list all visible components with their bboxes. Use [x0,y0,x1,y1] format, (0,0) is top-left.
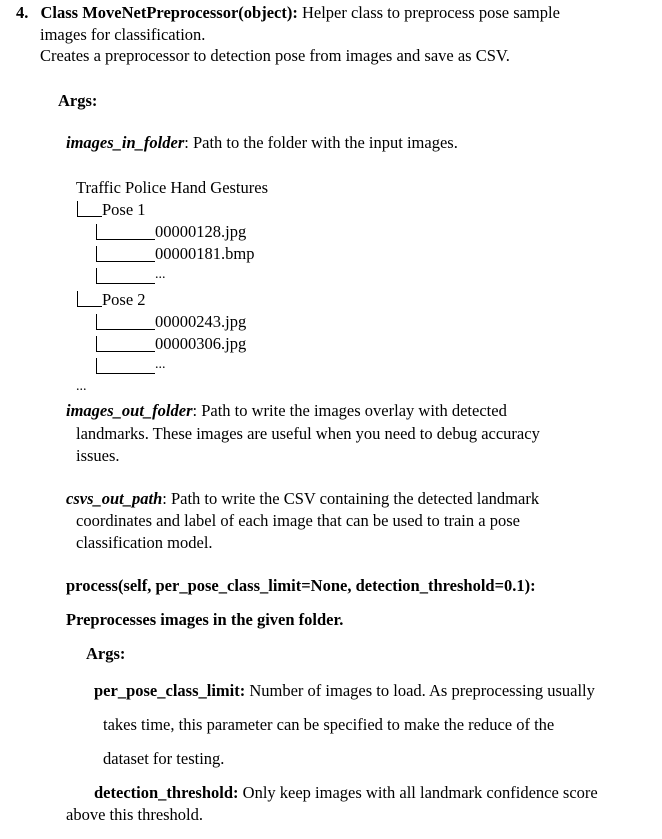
class-title: Class MoveNetPreprocessor(object): [40,3,298,22]
per-pose-class-limit-desc: Number of images to load. As preprocessing usually [245,681,595,700]
tree-branch-line [97,314,155,330]
per-pose-class-limit-desc-line2: takes time, this parameter can be specified to make the reduce of the [103,715,555,734]
tree-ellipsis: ... [76,379,87,394]
per-pose-class-limit-desc-line3: dataset for testing. [103,749,225,768]
process-signature: process(self, per_pose_class_limit=None, detection_threshold=0.1): [66,576,536,595]
images-in-folder-desc: : Path to the folder with the input images. [184,133,458,152]
class-title-desc: Helper class to preprocess pose sample [297,3,560,22]
tree-root: Traffic Police Hand Gestures [76,178,269,197]
tree-file: 00000128.jpg [155,222,247,241]
tree-ellipsis: ... [155,357,166,372]
detection-threshold-desc: Only keep images with all landmark confidence score [238,783,598,802]
csvs-out-path-name: csvs_out_path [66,489,163,508]
per-pose-class-limit-param [94,680,595,702]
images-out-folder-param [66,400,507,422]
images-out-folder-desc: : Path to write the images overlay with detected [192,401,507,420]
csvs-out-path-desc-line2: coordinates and label of each image that can be used to train a pose [76,511,520,530]
images-in-folder-name: images_in_folder [66,133,185,152]
tree-file: 00000306.jpg [155,334,247,353]
csvs-out-path-param [66,488,539,510]
images-out-folder-desc-line2: landmarks. These images are useful when you need to debug accuracy [76,424,540,443]
class-desc-line3: Creates a preprocessor to detection pose from images and save as CSV. [40,46,510,65]
args-heading: Args: [58,91,98,110]
tree-branch-line [97,224,155,240]
process-summary: Preprocesses images in the given folder. [66,610,344,629]
tree-file: 00000243.jpg [155,312,247,331]
section-number: 4. [16,3,29,22]
tree-pose1: Pose 1 [102,200,146,219]
detection-threshold-param [94,782,598,804]
images-out-folder-desc-line3: issues. [76,446,120,465]
images-in-folder-param [66,132,458,154]
tree-branch-line [97,268,155,284]
detection-threshold-desc-line2: above this threshold. [66,805,204,824]
tree-branch-line [97,336,155,352]
per-pose-class-limit-name: per_pose_class_limit: [94,681,246,700]
process-args-heading: Args: [86,644,126,663]
images-out-folder-name: images_out_folder [66,401,193,420]
tree-branch-line [78,291,102,307]
csvs-out-path-desc: : Path to write the CSV containing the detected landmark [162,489,540,508]
tree-file: 00000181.bmp [155,244,255,263]
tree-branch-line [78,201,102,217]
detection-threshold-name: detection_threshold: [94,783,239,802]
tree-branch-line [97,358,155,374]
tree-pose2: Pose 2 [102,290,146,309]
section-heading [16,2,560,24]
tree-branch-line [97,246,155,262]
class-desc-line2: images for classification. [40,25,206,44]
csvs-out-path-desc-line3: classification model. [76,533,213,552]
tree-ellipsis: ... [155,267,166,282]
